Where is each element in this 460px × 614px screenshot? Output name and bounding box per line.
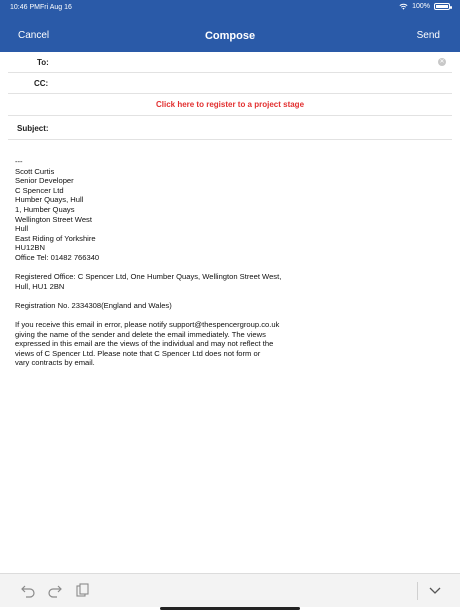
status-time: 10:46 PM <box>10 4 40 11</box>
send-button[interactable]: Send <box>416 30 440 41</box>
paste-icon[interactable] <box>74 582 90 598</box>
subject-label: Subject: <box>17 124 49 133</box>
signature-line: Office Tel: 01482 766340 <box>15 252 100 262</box>
subject-field[interactable] <box>58 121 452 137</box>
signature-line: East Riding of Yorkshire <box>15 233 96 243</box>
status-date: Fri Aug 16 <box>40 4 72 11</box>
toolbar-divider <box>417 582 418 600</box>
signature-line: Scott Curtis <box>15 166 55 176</box>
signature-line: Senior Developer <box>15 176 74 186</box>
cc-label: CC: <box>34 79 49 88</box>
clear-icon[interactable]: ✕ <box>439 59 445 65</box>
disclaimer-line: vary contracts by email. <box>15 358 95 368</box>
registered-office-line: Hull, HU1 2BN <box>15 281 65 291</box>
disclaimer-line: giving the name of the sender and delete the email immediately. The views <box>15 329 266 339</box>
status-bar <box>0 0 460 22</box>
page-title: Compose <box>204 30 256 42</box>
signature-line: Hull <box>15 224 29 234</box>
to-field[interactable] <box>68 55 432 71</box>
cc-row <box>8 73 452 94</box>
signature-separator: --- <box>15 157 23 166</box>
nav-bar <box>0 22 460 52</box>
to-row <box>8 52 452 73</box>
registered-office-line: Registered Office: C Spencer Ltd, One Humber Quays, Wellington Street West, <box>15 272 282 282</box>
disclaimer-line: expressed in this email are the views of the individual and may not reflect the <box>15 339 274 349</box>
signature-line: Wellington Street West <box>15 214 92 224</box>
cc-field[interactable] <box>68 76 452 92</box>
signature-line: 1, Humber Quays <box>15 204 75 214</box>
signature-line: C Spencer Ltd <box>15 185 64 195</box>
cancel-button[interactable]: Cancel <box>18 30 50 41</box>
disclaimer-line: views of C Spencer Ltd. Please note that C Spencer Ltd does not form or <box>15 348 261 358</box>
redo-icon[interactable] <box>47 582 63 598</box>
undo-icon[interactable] <box>20 582 36 598</box>
wifi-icon <box>399 3 408 10</box>
to-label: To: <box>37 58 49 67</box>
battery-icon <box>434 3 450 10</box>
disclaimer-line: If you receive this email in error, please notify support@thespencergroup.co.uk <box>15 320 280 330</box>
signature-line: HU12BN <box>15 243 45 253</box>
keyboard-toolbar <box>0 573 460 607</box>
register-project-stage-link[interactable]: Click here to register to a project stage <box>8 95 452 116</box>
signature-line: Humber Quays, Hull <box>15 195 84 205</box>
message-body[interactable] <box>15 157 315 368</box>
status-right <box>399 3 450 10</box>
registration-number: Registration No. 2334308(England and Wales) <box>15 300 172 310</box>
subject-row <box>8 118 452 140</box>
home-indicator[interactable] <box>160 607 300 610</box>
chevron-down-icon[interactable] <box>427 582 443 598</box>
battery-percent: 100% <box>412 3 430 10</box>
